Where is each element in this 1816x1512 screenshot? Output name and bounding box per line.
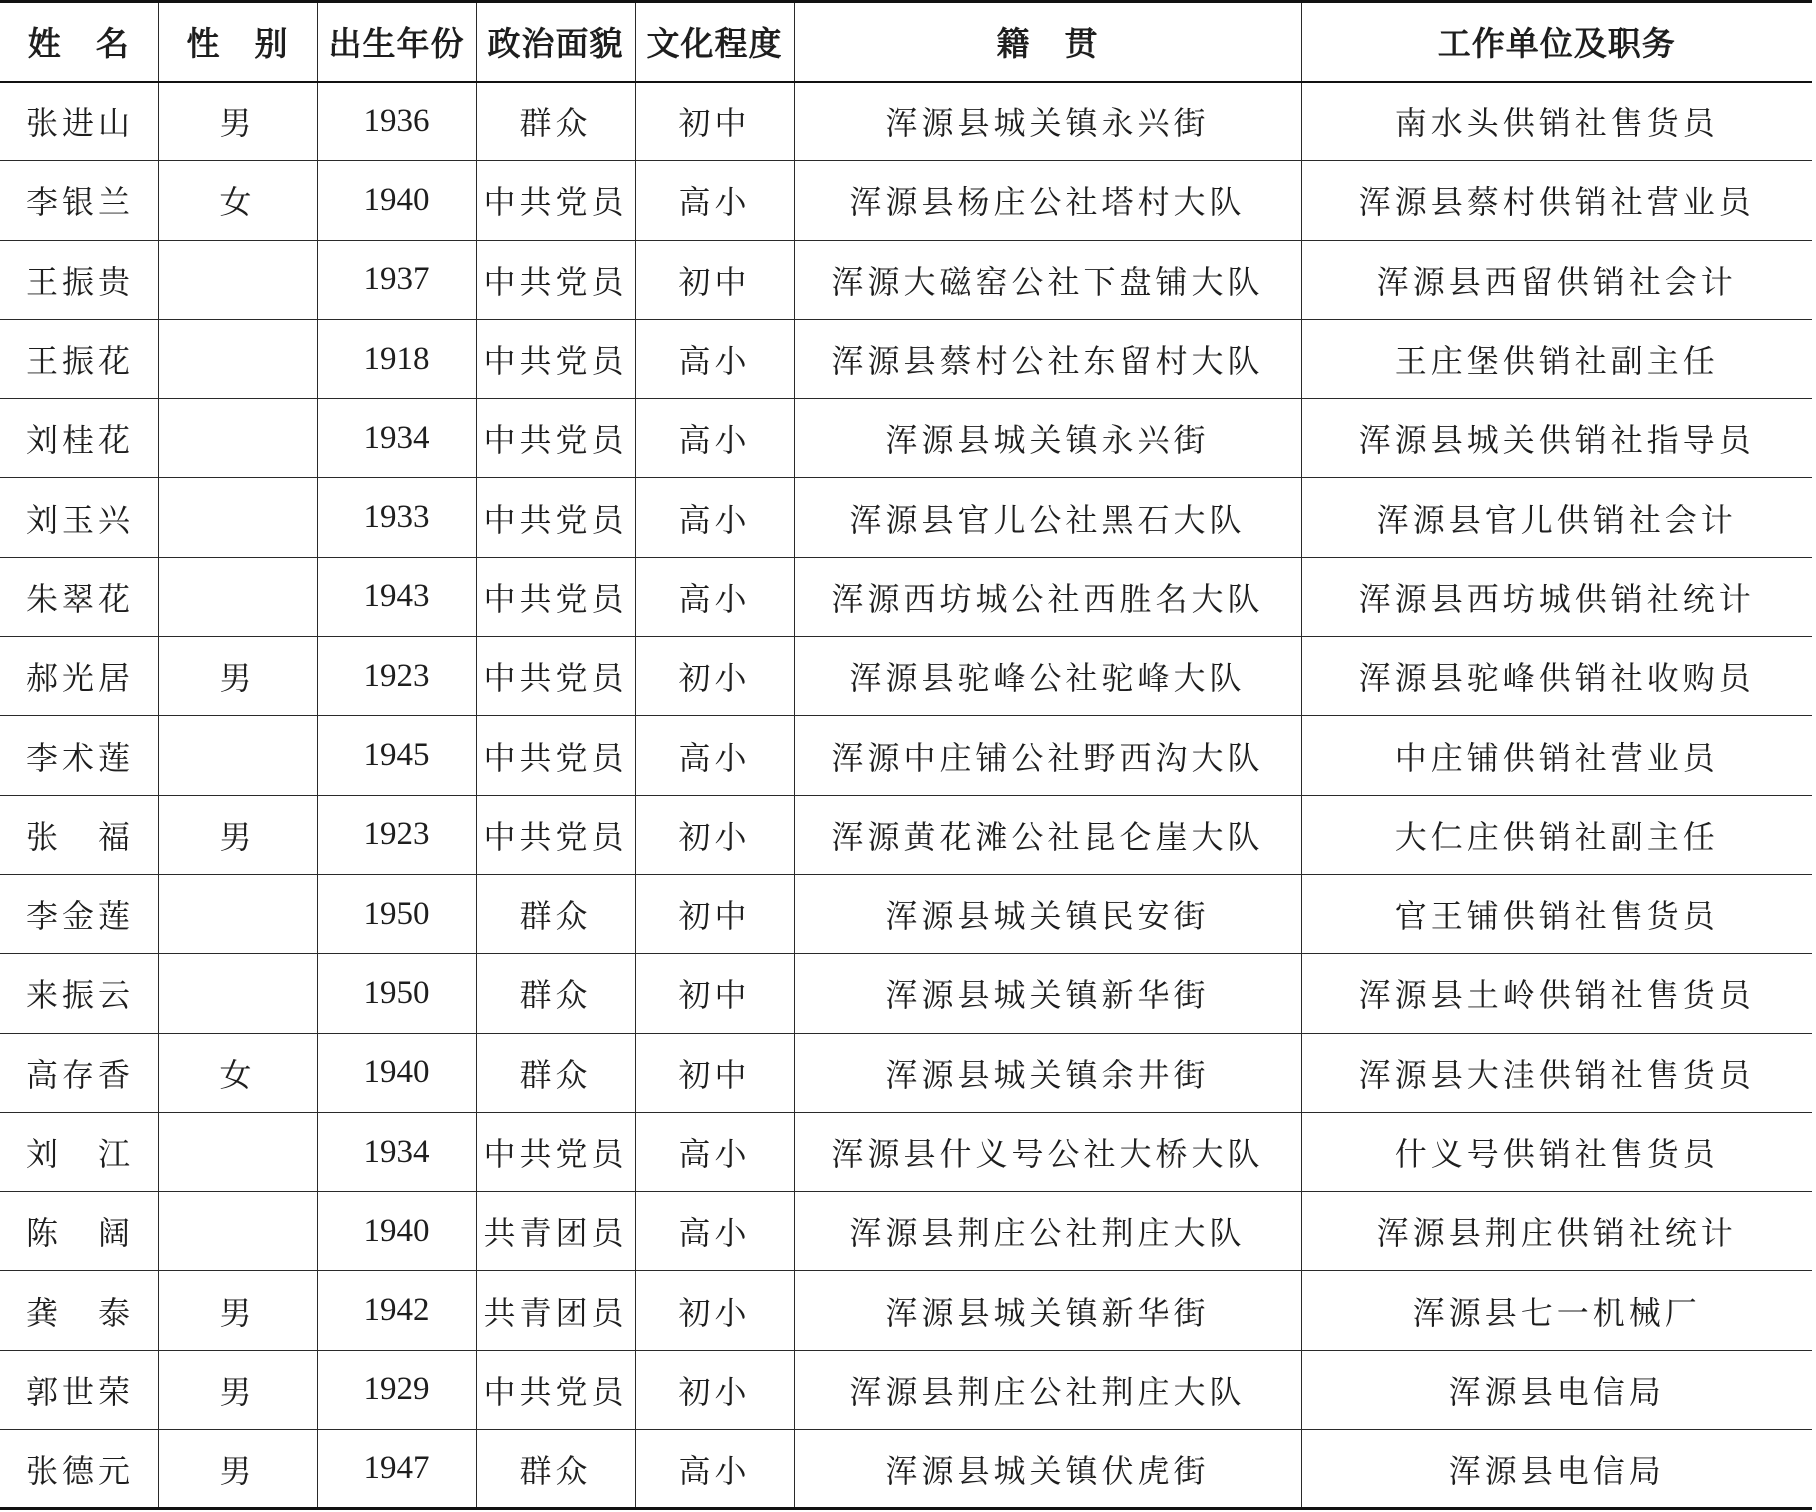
cell-sex: 男 (158, 1430, 317, 1509)
header-sex: 性 别 (158, 2, 317, 82)
cell-birth-year: 1934 (317, 1112, 476, 1191)
cell-sex (158, 874, 317, 953)
cell-name: 陈 阔 (0, 1192, 158, 1271)
header-native-place: 籍 贯 (794, 2, 1301, 82)
cell-sex (158, 1112, 317, 1191)
cell-education: 高小 (635, 478, 794, 557)
cell-native-place: 浑源县城关镇永兴街 (794, 399, 1301, 478)
cell-native-place: 浑源县什义号公社大桥大队 (794, 1112, 1301, 1191)
table-row (0, 1112, 1812, 1191)
cell-native-place: 浑源县驼峰公社驼峰大队 (794, 637, 1301, 716)
cell-education: 初中 (635, 1033, 794, 1112)
cell-name: 王振花 (0, 319, 158, 398)
header-name: 姓 名 (0, 2, 158, 82)
cell-political-status: 中共党员 (476, 1350, 635, 1429)
table-row (0, 716, 1812, 795)
cell-political-status: 中共党员 (476, 1112, 635, 1191)
cell-education: 高小 (635, 319, 794, 398)
cell-name: 郭世荣 (0, 1350, 158, 1429)
cell-workplace: 浑源县荆庄供销社统计 (1301, 1192, 1812, 1271)
cell-birth-year: 1943 (317, 557, 476, 636)
cell-political-status: 中共党员 (476, 319, 635, 398)
cell-workplace: 南水头供销社售货员 (1301, 82, 1812, 161)
cell-education: 初小 (635, 637, 794, 716)
table-row (0, 557, 1812, 636)
cell-sex: 男 (158, 637, 317, 716)
cell-native-place: 浑源县荆庄公社荆庄大队 (794, 1192, 1301, 1271)
cell-sex: 女 (158, 161, 317, 240)
cell-native-place: 浑源大磁窑公社下盘铺大队 (794, 240, 1301, 319)
cell-workplace: 浑源县官儿供销社会计 (1301, 478, 1812, 557)
cell-education: 初中 (635, 954, 794, 1033)
cell-birth-year: 1923 (317, 637, 476, 716)
header-education: 文化程度 (635, 2, 794, 82)
cell-education: 高小 (635, 1112, 794, 1191)
cell-native-place: 浑源县城关镇伏虎街 (794, 1430, 1301, 1509)
cell-birth-year: 1950 (317, 954, 476, 1033)
cell-education: 初小 (635, 1271, 794, 1350)
table-row (0, 319, 1812, 398)
cell-name: 张进山 (0, 82, 158, 161)
cell-education: 高小 (635, 716, 794, 795)
table-row (0, 240, 1812, 319)
table-row (0, 1271, 1812, 1350)
table-row (0, 82, 1812, 161)
cell-workplace: 王庄堡供销社副主任 (1301, 319, 1812, 398)
cell-name: 来振云 (0, 954, 158, 1033)
cell-native-place: 浑源县城关镇新华街 (794, 954, 1301, 1033)
table-row (0, 161, 1812, 240)
cell-name: 刘 江 (0, 1112, 158, 1191)
table-row (0, 478, 1812, 557)
cell-birth-year: 1950 (317, 874, 476, 953)
cell-sex (158, 478, 317, 557)
cell-education: 高小 (635, 1192, 794, 1271)
cell-workplace: 浑源县七一机械厂 (1301, 1271, 1812, 1350)
cell-education: 初中 (635, 874, 794, 953)
cell-political-status: 群众 (476, 1430, 635, 1509)
table-row (0, 795, 1812, 874)
header-workplace: 工作单位及职务 (1301, 2, 1812, 82)
cell-workplace: 官王铺供销社售货员 (1301, 874, 1812, 953)
table-row (0, 399, 1812, 478)
cell-native-place: 浑源县城关镇永兴街 (794, 82, 1301, 161)
cell-name: 郝光居 (0, 637, 158, 716)
cell-sex (158, 716, 317, 795)
cell-workplace: 浑源县西留供销社会计 (1301, 240, 1812, 319)
cell-birth-year: 1936 (317, 82, 476, 161)
cell-sex (158, 557, 317, 636)
cell-workplace: 浑源县驼峰供销社收购员 (1301, 637, 1812, 716)
cell-workplace: 浑源县电信局 (1301, 1430, 1812, 1509)
cell-native-place: 浑源县城关镇新华街 (794, 1271, 1301, 1350)
cell-education: 高小 (635, 161, 794, 240)
cell-workplace: 中庄铺供销社营业员 (1301, 716, 1812, 795)
cell-political-status: 群众 (476, 82, 635, 161)
cell-workplace: 浑源县城关供销社指导员 (1301, 399, 1812, 478)
table-row (0, 1430, 1812, 1509)
cell-political-status: 群众 (476, 954, 635, 1033)
cell-sex: 男 (158, 795, 317, 874)
cell-education: 高小 (635, 399, 794, 478)
cell-native-place: 浑源西坊城公社西胜名大队 (794, 557, 1301, 636)
cell-political-status: 中共党员 (476, 161, 635, 240)
table-row (0, 874, 1812, 953)
cell-sex (158, 1192, 317, 1271)
cell-sex (158, 240, 317, 319)
cell-workplace: 浑源县电信局 (1301, 1350, 1812, 1429)
cell-native-place: 浑源县城关镇民安街 (794, 874, 1301, 953)
cell-birth-year: 1929 (317, 1350, 476, 1429)
cell-sex (158, 399, 317, 478)
cell-native-place: 浑源县城关镇余井街 (794, 1033, 1301, 1112)
header-political-status: 政治面貌 (476, 2, 635, 82)
table-body (0, 82, 1812, 1509)
cell-political-status: 中共党员 (476, 240, 635, 319)
cell-birth-year: 1940 (317, 161, 476, 240)
cell-education: 初小 (635, 795, 794, 874)
cell-name: 高存香 (0, 1033, 158, 1112)
cell-workplace: 浑源县西坊城供销社统计 (1301, 557, 1812, 636)
table-row (0, 637, 1812, 716)
cell-political-status: 群众 (476, 874, 635, 953)
cell-workplace: 什义号供销社售货员 (1301, 1112, 1812, 1191)
table-row (0, 1033, 1812, 1112)
cell-political-status: 中共党员 (476, 795, 635, 874)
cell-birth-year: 1945 (317, 716, 476, 795)
header-birth-year: 出生年份 (317, 2, 476, 82)
cell-native-place: 浑源黄花滩公社昆仑崖大队 (794, 795, 1301, 874)
cell-birth-year: 1942 (317, 1271, 476, 1350)
cell-name: 刘玉兴 (0, 478, 158, 557)
cell-birth-year: 1934 (317, 399, 476, 478)
cell-political-status: 中共党员 (476, 399, 635, 478)
cell-political-status: 中共党员 (476, 478, 635, 557)
cell-political-status: 群众 (476, 1033, 635, 1112)
cell-name: 龚 泰 (0, 1271, 158, 1350)
cell-political-status: 中共党员 (476, 637, 635, 716)
cell-birth-year: 1918 (317, 319, 476, 398)
cell-political-status: 共青团员 (476, 1271, 635, 1350)
cell-birth-year: 1933 (317, 478, 476, 557)
cell-workplace: 浑源县蔡村供销社营业员 (1301, 161, 1812, 240)
cell-sex (158, 954, 317, 1033)
cell-education: 初小 (635, 1350, 794, 1429)
cell-education: 高小 (635, 557, 794, 636)
cell-sex: 男 (158, 1271, 317, 1350)
table-row (0, 1350, 1812, 1429)
table-row (0, 954, 1812, 1033)
cell-birth-year: 1940 (317, 1033, 476, 1112)
table-row (0, 1192, 1812, 1271)
cell-workplace: 浑源县土岭供销社售货员 (1301, 954, 1812, 1033)
cell-education: 初中 (635, 82, 794, 161)
cell-native-place: 浑源县蔡村公社东留村大队 (794, 319, 1301, 398)
cell-birth-year: 1947 (317, 1430, 476, 1509)
cell-name: 李银兰 (0, 161, 158, 240)
cell-name: 刘桂花 (0, 399, 158, 478)
cell-sex (158, 319, 317, 398)
cell-birth-year: 1937 (317, 240, 476, 319)
cell-name: 李术莲 (0, 716, 158, 795)
cell-workplace: 浑源县大洼供销社售货员 (1301, 1033, 1812, 1112)
cell-native-place: 浑源县荆庄公社荆庄大队 (794, 1350, 1301, 1429)
cell-sex: 男 (158, 1350, 317, 1429)
cell-native-place: 浑源中庄铺公社野西沟大队 (794, 716, 1301, 795)
cell-name: 朱翠花 (0, 557, 158, 636)
cell-birth-year: 1940 (317, 1192, 476, 1271)
cell-native-place: 浑源县杨庄公社塔村大队 (794, 161, 1301, 240)
cell-political-status: 中共党员 (476, 557, 635, 636)
cell-sex: 女 (158, 1033, 317, 1112)
cell-political-status: 中共党员 (476, 716, 635, 795)
cell-name: 王振贵 (0, 240, 158, 319)
cell-sex: 男 (158, 82, 317, 161)
cell-name: 张德元 (0, 1430, 158, 1509)
cell-birth-year: 1923 (317, 795, 476, 874)
cell-name: 张 福 (0, 795, 158, 874)
cell-political-status: 共青团员 (476, 1192, 635, 1271)
cell-workplace: 大仁庄供销社副主任 (1301, 795, 1812, 874)
cell-education: 初中 (635, 240, 794, 319)
cell-education: 高小 (635, 1430, 794, 1509)
cell-name: 李金莲 (0, 874, 158, 953)
table-header-row (0, 2, 1812, 82)
cell-native-place: 浑源县官儿公社黑石大队 (794, 478, 1301, 557)
